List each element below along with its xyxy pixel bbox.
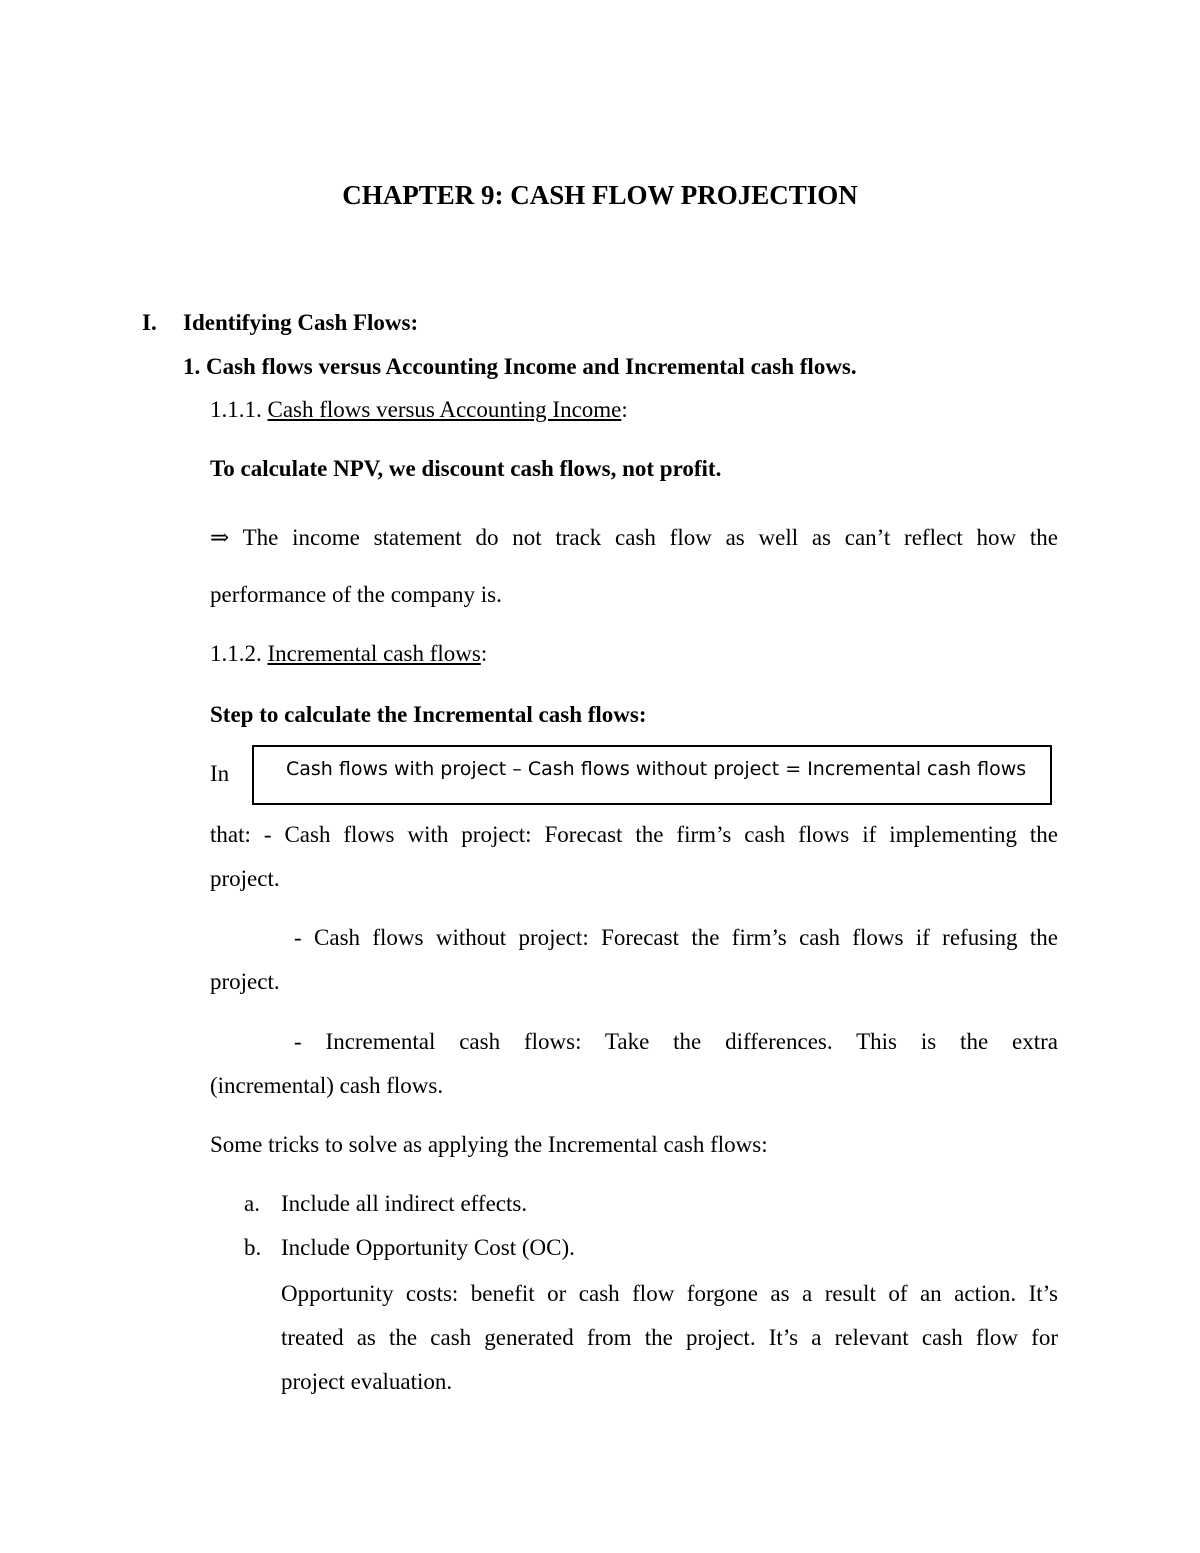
- step-heading: Step to calculate the Incremental cash flows:: [210, 702, 647, 727]
- list-marker: a.: [244, 1191, 260, 1216]
- subsubsection-title: Cash flows versus Accounting Income: [267, 397, 622, 422]
- section-heading: Identifying Cash Flows:: [183, 310, 419, 335]
- paragraph-line: Opportunity costs: benefit or cash flow forgone as a result of an action. It’s: [281, 1281, 1058, 1306]
- paragraph-line: (incremental) cash flows.: [210, 1073, 444, 1098]
- formula-box: [252, 745, 1052, 805]
- npv-statement: To calculate NPV, we discount cash flows, not profit.: [210, 456, 722, 481]
- paragraph-line: project.: [210, 866, 280, 891]
- list-marker: b.: [244, 1235, 262, 1260]
- subsubsection-title: Incremental cash flows: [267, 641, 481, 666]
- paragraph-line: project evaluation.: [281, 1369, 453, 1394]
- paragraph-line: that: - Cash flows with project: Forecast the firm’s cash flows if implementing the: [210, 822, 1058, 847]
- subsubsection-1-1-1: 1.1.1. Cash flows versus Accounting Income:: [210, 397, 628, 422]
- subsubsection-number: 1.1.1.: [210, 397, 262, 422]
- paragraph-line: performance of the company is.: [210, 582, 502, 607]
- list-item: Include Opportunity Cost (OC).: [281, 1235, 575, 1260]
- paragraph-line: treated as the cash generated from the project. It’s a relevant cash flow for: [281, 1325, 1058, 1350]
- tricks-intro: Some tricks to solve as applying the Incremental cash flows:: [210, 1132, 768, 1157]
- in-label: In: [210, 761, 230, 786]
- formula-text: Cash flows with project – Cash flows without project = Incremental cash flows: [286, 758, 1027, 780]
- section-number: I.: [142, 310, 157, 335]
- paragraph-line: project.: [210, 969, 280, 994]
- subsection-heading: 1. Cash flows versus Accounting Income and Incremental cash flows.: [183, 354, 857, 379]
- subsubsection-1-1-2: 1.1.2. Incremental cash flows:: [210, 641, 488, 666]
- subsubsection-number: 1.1.2.: [210, 641, 262, 666]
- paragraph-line: ⇒ The income statement do not track cash flow as well as can’t reflect how the: [210, 525, 1058, 550]
- paragraph-line: - Cash flows without project: Forecast the firm’s cash flows if refusing the: [294, 925, 1058, 950]
- paragraph-line: - Incremental cash flows: Take the differences. This is the extra: [294, 1029, 1058, 1054]
- list-item: Include all indirect effects.: [281, 1191, 528, 1216]
- chapter-title: CHAPTER 9: CASH FLOW PROJECTION: [342, 180, 858, 210]
